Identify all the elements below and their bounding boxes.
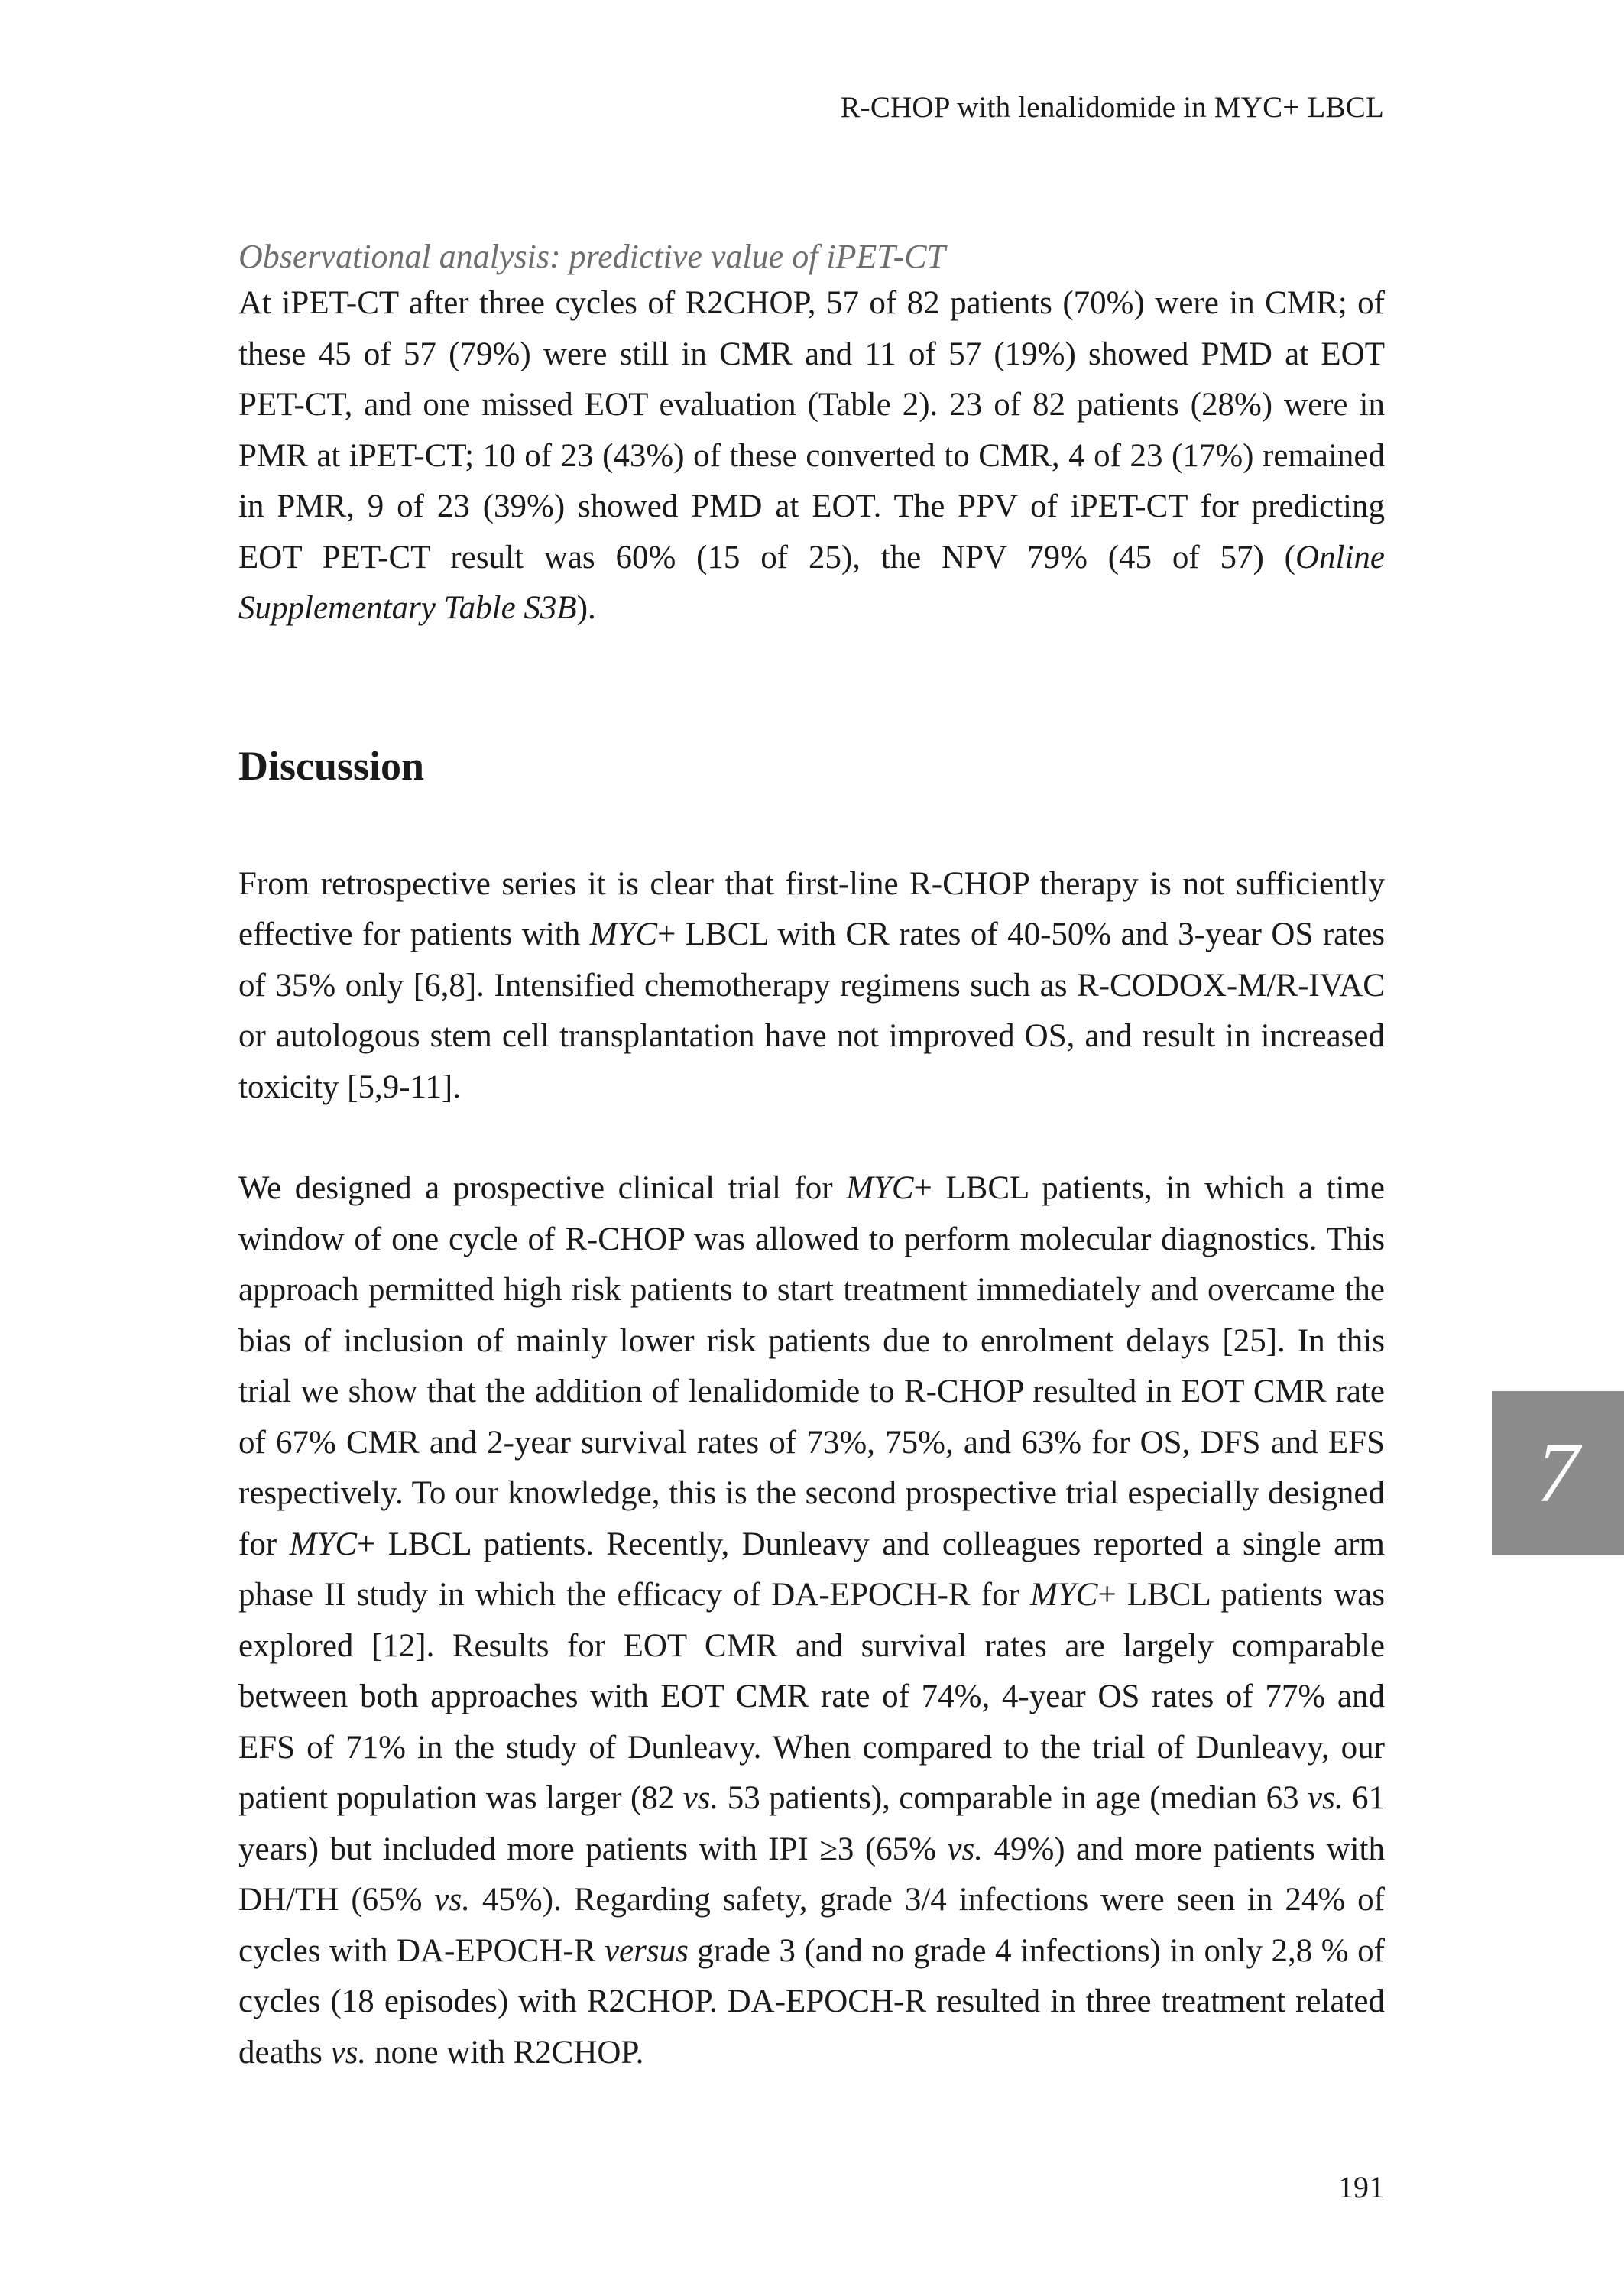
text-run: grade 3 (and no grade 4 infections) in only 2,8 % of cycles (18 episodes) with R2CHOP. DA-EPOCH-R resulted in three treatment related deaths (238, 1932, 1385, 2071)
page-content (238, 235, 1385, 2078)
versus-abbrev: vs. (434, 1882, 470, 1918)
text-run: At iPET-CT after three cycles of R2CHOP, 57 of 82 patients (70%) were in CMR; of these 45 of 57 (79%) were still in CMR and 11 of 57 (19%) showed PMD at EOT PET-CT, and one missed EOT evaluation (Table 2). 23 of 82 patients (28%) were in PMR at iPET-CT; 10 of 23 (43%) of these converted to CMR, 4 of 23 (17%) remained in PMR, 9 of 23 (39%) showed PMD at EOT. The PPV of iPET-CT for predicting EOT PET-CT result was 60% (15 of 25), the NPV 79% (45 of 57) ( (238, 285, 1385, 576)
text-run: + LBCL patients. Recently, Dunleavy and colleagues reported a single arm phase II study in which the efficacy of DA-EPOCH-R for (238, 1526, 1385, 1613)
section-subheading: Observational analysis: predictive value of iPET-CT (238, 238, 946, 275)
chapter-tab (1492, 1391, 1624, 1555)
text-run: ). (576, 590, 596, 626)
paragraph-ipet (238, 278, 1385, 634)
page-number: 191 (1338, 2170, 1384, 2204)
paragraph-gap (238, 1113, 1385, 1163)
gene-name: MYC (846, 1170, 914, 1206)
chapter-number: 7 (1536, 1425, 1580, 1520)
text-run: + LBCL patients, in which a time window of one cycle of R-CHOP was allowed to perform molecular diagnostics. This approach permitted high risk patients to start treatment immediately and overcame the bias of inclusion of mainly lower risk patients due to enrolment delays [25]. In this trial we show that the addition of lenalidomide to R-CHOP resulted in EOT CMR rate of 67% CMR and 2-year survival rates of 73%, 75%, and 63% for OS, DFS and EFS respectively. To our knowledge, this is the second prospective trial especially designed for (238, 1170, 1385, 1562)
versus-abbrev: vs. (682, 1780, 719, 1816)
paragraph-discussion-2 (238, 1163, 1385, 2078)
section-heading-discussion: Discussion (238, 742, 425, 789)
table-reference: Online Supplementary Table S3B (238, 539, 1385, 626)
versus-abbrev: vs. (947, 1831, 983, 1867)
text-run: none with R2CHOP. (366, 2034, 644, 2071)
gene-name: MYC (1030, 1577, 1098, 1613)
gene-name: MYC (289, 1526, 358, 1562)
versus-word: versus (604, 1932, 689, 1969)
versus-abbrev: vs. (1308, 1780, 1344, 1816)
text-run: We designed a prospective clinical trial for (238, 1170, 847, 1206)
text-run: 53 patients), comparable in age (median 63 (718, 1780, 1308, 1816)
text-run: + LBCL patients was explored [12]. Results for EOT CMR and survival rates are largely comparable between both approaches with EOT CMR rate of 74%, 4-year OS rates of 77% and EFS of 71% in the study of Dunleavy. When compared to the trial of Dunleavy, our patient population was larger (82 (238, 1577, 1385, 1816)
text-run: 45%). Regarding safety, grade 3/4 infections were seen in 24% of cycles with DA-EPOCH-R (238, 1882, 1386, 1969)
text-run: From retrospective series it is clear that first-line R-CHOP therapy is not sufficiently effective for patients with (238, 865, 1385, 952)
paragraph-discussion-1 (238, 859, 1385, 1114)
text-run: 49%) and more patients with DH/TH (65% (238, 1831, 1385, 1918)
text-run: + LBCL with CR rates of 40-50% and 3-year OS rates of 35% only [6,8]. Intensified chemotherapy regimens such as R-CODOX-M/R-IVAC or autologous stem cell transplantation have not improved OS, and result in increased toxicity [5,9-11]. (238, 916, 1385, 1105)
text-run: 61 years) but included more patients with IPI ≥3 (65% (238, 1780, 1385, 1867)
versus-abbrev: vs. (330, 2034, 367, 2071)
gene-name: MYC (589, 916, 658, 952)
running-header: R-CHOP with lenalidomide in MYC+ LBCL (840, 91, 1384, 124)
